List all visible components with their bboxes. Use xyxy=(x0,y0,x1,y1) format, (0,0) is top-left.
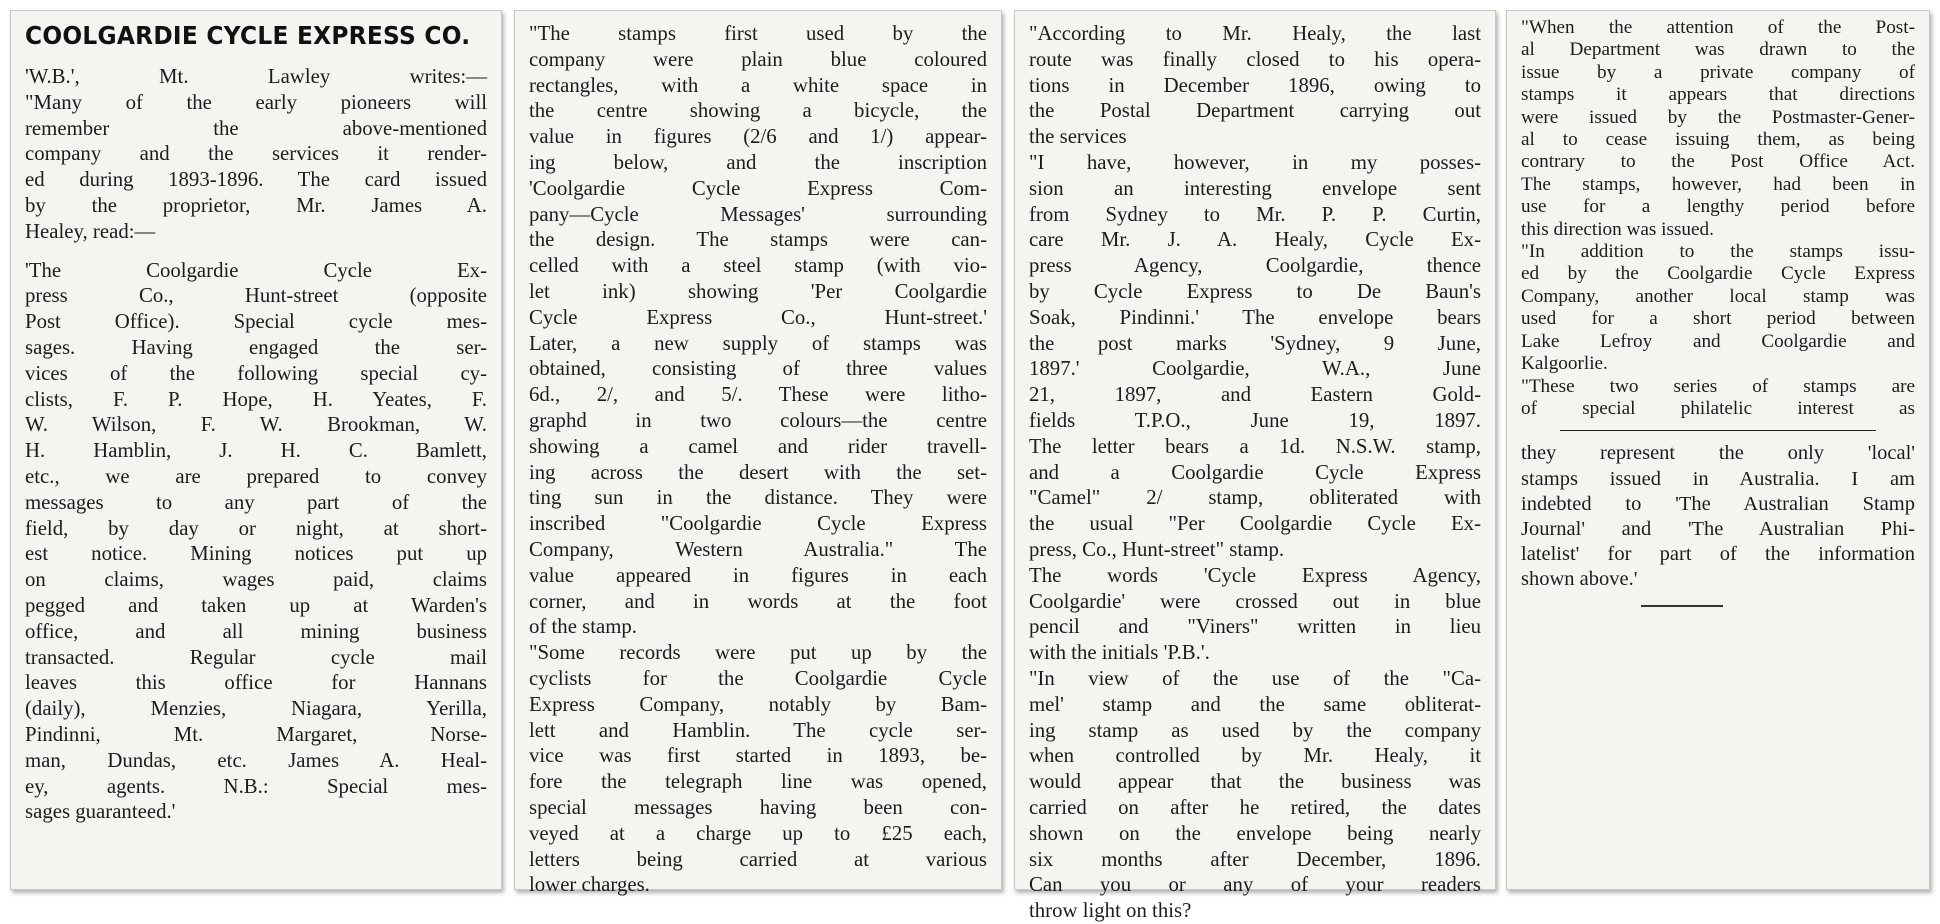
article-end-rule xyxy=(1641,605,1723,607)
text-line: the usual "Per Coolgardie Cycle Ex- xyxy=(1029,512,1481,536)
text-line: were issued by the Postmaster-Gener- xyxy=(1521,106,1915,128)
article-headline: COOLGARDIE CYCLE EXPRESS CO. xyxy=(25,21,471,50)
text-line: of the stamp. xyxy=(529,615,638,639)
text-line: fore the telegraph line was opened, xyxy=(529,770,987,794)
text-line: on claims, wages paid, claims xyxy=(25,568,487,592)
text-line: used for a short period between xyxy=(1521,308,1915,330)
text-line: "According to Mr. Healy, the last xyxy=(1029,22,1481,45)
column-4 xyxy=(1506,10,1930,890)
text-line: by the proprietor, Mr. James A. xyxy=(25,193,487,217)
text-line: vices of the following special cy- xyxy=(25,361,487,385)
text-line: would appear that the business was xyxy=(1029,770,1481,794)
text-line: "These two series of stamps are xyxy=(1521,375,1915,397)
text-line: and a Coolgardie Cycle Express xyxy=(1029,460,1481,484)
text-line: "Camel" 2/ stamp, obliterated with xyxy=(1029,486,1481,510)
text-line: H. Hamblin, J. H. C. Bamlett, xyxy=(25,439,487,463)
text-line: the design. The stamps were can- xyxy=(529,228,987,252)
text-line: Healey, read:— xyxy=(25,219,156,243)
column-1 xyxy=(10,10,502,890)
text-line: clists, F. P. Hope, H. Yeates, F. xyxy=(25,387,487,411)
text-line: company and the services it render- xyxy=(25,142,487,166)
text-line: with the initials 'P.B.'. xyxy=(1029,641,1210,665)
text-line: rectangles, with a white space in xyxy=(529,73,987,97)
text-line: Journal' and 'The Australian Phi- xyxy=(1521,517,1915,540)
column-3 xyxy=(1014,10,1496,923)
text-line: carried on after he retired, the dates xyxy=(1029,795,1481,819)
text-line: cyclists for the Coolgardie Cycle xyxy=(529,666,987,690)
text-line: lower charges. xyxy=(529,873,650,897)
text-line: ed during 1893-1896. The card issued xyxy=(25,168,487,192)
text-line: ing across the desert with the set- xyxy=(529,460,987,484)
text-line: 1897.' Coolgardie, W.A., June xyxy=(1029,357,1481,381)
text-line: 'The Coolgardie Cycle Ex- xyxy=(25,258,487,282)
text-line: Lake Lefroy and Coolgardie and xyxy=(1521,330,1915,352)
text-line: Company, another local stamp was xyxy=(1521,285,1915,307)
text-line: of special philatelic interest as xyxy=(1521,397,1915,419)
text-line: "Some records were put up by the xyxy=(529,641,987,665)
text-line: Cycle Express Co., Hunt-street.' xyxy=(529,305,987,329)
text-line: etc., we are prepared to convey xyxy=(25,464,487,488)
text-line: inscribed "Coolgardie Cycle Express xyxy=(529,512,987,536)
text-line: by Cycle Express to De Baun's xyxy=(1029,279,1481,303)
text-line: vice was first started in 1893, be- xyxy=(529,744,987,768)
text-line: shown above.' xyxy=(1521,568,1638,591)
text-line: al to cease issuing them, as being xyxy=(1521,129,1915,151)
text-line: Coolgardie' were crossed out in blue xyxy=(1029,589,1481,613)
text-line: corner, and in words at the foot xyxy=(529,589,987,613)
text-line: the post marks 'Sydney, 9 June, xyxy=(1029,331,1481,355)
text-line: ing stamp as used by the company xyxy=(1029,718,1481,742)
text-line: throw light on this? xyxy=(1029,899,1192,923)
text-line: mel' stamp and the same obliterat- xyxy=(1029,692,1481,716)
text-line: sion an interesting envelope sent xyxy=(1029,176,1481,200)
text-line: celled with a steel stamp (with vio- xyxy=(529,254,987,278)
text-line: let ink) showing 'Per Coolgardie xyxy=(529,279,987,303)
text-line: letters being carried at various xyxy=(529,847,987,871)
text-line: pegged and taken up at Warden's xyxy=(25,593,487,617)
text-line: the centre showing a bicycle, the xyxy=(529,99,987,123)
text-line: 'W.B.', Mt. Lawley writes:— xyxy=(25,65,487,88)
text-line: Kalgoorlie. xyxy=(1521,353,1608,375)
text-line: graphd in two colours—the centre xyxy=(529,408,987,432)
text-line: pany—Cycle Messages' surrounding xyxy=(529,202,987,226)
text-line: W. Wilson, F. W. Brookman, W. xyxy=(25,413,487,437)
text-line: sages guaranteed.' xyxy=(25,800,176,824)
text-line: Later, a new supply of stamps was xyxy=(529,331,987,355)
text-line: press Agency, Coolgardie, thence xyxy=(1029,254,1481,278)
text-line: The letter bears a 1d. N.S.W. stamp, xyxy=(1029,434,1481,458)
continued-text xyxy=(1521,441,1915,592)
text-line: latelist' for part of the information xyxy=(1521,543,1915,566)
text-line: "I have, however, in my posses- xyxy=(1029,150,1481,174)
text-line: stamps it appears that directions xyxy=(1521,84,1915,106)
text-line: leaves this office for Hannans xyxy=(25,671,487,695)
paragraph-gap xyxy=(25,245,487,258)
text-line: pencil and "Viners" written in lieu xyxy=(1029,615,1481,639)
text-line: route was finally closed to his opera- xyxy=(1029,47,1481,71)
text-line: indebted to 'The Australian Stamp xyxy=(1521,492,1915,515)
text-line: The stamps, however, had been in xyxy=(1521,173,1915,195)
text-line: ey, agents. N.B.: Special mes- xyxy=(25,774,487,798)
text-line: remember the above-mentioned xyxy=(25,116,487,140)
text-line: company were plain blue coloured xyxy=(529,47,987,71)
text-line: value appeared in figures in each xyxy=(529,563,987,587)
text-line: special messages having been con- xyxy=(529,795,987,819)
text-line: shown on the envelope being nearly xyxy=(1029,821,1481,845)
text-line: from Sydney to Mr. P. P. Curtin, xyxy=(1029,202,1481,226)
text-line: tions in December 1896, owing to xyxy=(1029,73,1481,97)
text-line: press, Co., Hunt-street" stamp. xyxy=(1029,537,1285,561)
column-divider-rule xyxy=(1560,430,1875,431)
text-line: care Mr. J. A. Healy, Cycle Ex- xyxy=(1029,228,1481,252)
text-line: ing below, and the inscription xyxy=(529,150,987,174)
text-line: 6d., 2/, and 5/. These were litho- xyxy=(529,383,987,407)
text-line: "When the attention of the Post- xyxy=(1521,17,1915,38)
text-line: "In addition to the stamps issu- xyxy=(1521,241,1915,263)
text-line: 'Coolgardie Cycle Express Com- xyxy=(529,176,987,200)
text-line: Post Office). Special cycle mes- xyxy=(25,310,487,334)
text-line: use for a lengthy period before xyxy=(1521,196,1915,218)
text-line: Express Company, notably by Bam- xyxy=(529,692,987,716)
text-line: the Postal Department carrying out xyxy=(1029,99,1481,123)
text-line: Pindinni, Mt. Margaret, Norse- xyxy=(25,722,487,746)
text-line: when controlled by Mr. Healy, it xyxy=(1029,744,1481,768)
text-line: 21, 1897, and Eastern Gold- xyxy=(1029,383,1481,407)
text-line: this direction was issued. xyxy=(1521,218,1714,240)
text-line: six months after December, 1896. xyxy=(1029,847,1481,871)
text-line: issue by a private company of xyxy=(1521,61,1915,83)
text-line: obtained, consisting of three values xyxy=(529,357,987,381)
text-line: value in figures (2/6 and 1/) appear- xyxy=(529,125,987,149)
text-line: "In view of the use of the "Ca- xyxy=(1029,666,1481,690)
text-line: messages to any part of the xyxy=(25,490,487,514)
text-line: contrary to the Post Office Act. xyxy=(1521,151,1915,173)
text-line: office, and all mining business xyxy=(25,619,487,643)
text-line: lett and Hamblin. The cycle ser- xyxy=(529,718,987,742)
text-line: fields T.P.O., June 19, 1897. xyxy=(1029,408,1481,432)
column-1-text xyxy=(25,64,487,825)
text-line: veyed at a charge up to £25 each, xyxy=(529,821,987,845)
text-line: "Many of the early pioneers will xyxy=(25,90,487,114)
text-line: Company, Western Australia." The xyxy=(529,537,987,561)
text-line: Soak, Pindinni.' The envelope bears xyxy=(1029,305,1481,329)
text-line: ting sun in the distance. They were xyxy=(529,486,987,510)
text-line: transacted. Regular cycle mail xyxy=(25,645,487,669)
text-line: The words 'Cycle Express Agency, xyxy=(1029,563,1481,587)
text-line: ed by the Coolgardie Cycle Express xyxy=(1521,263,1915,285)
column-2 xyxy=(514,10,1002,897)
text-line: field, by day or night, at short- xyxy=(25,516,487,540)
text-line: the services xyxy=(1029,125,1127,149)
text-line: al Department was drawn to the xyxy=(1521,39,1915,61)
text-line: they represent the only 'local' xyxy=(1521,442,1915,465)
text-line: sages. Having engaged the ser- xyxy=(25,335,487,359)
text-line: est notice. Mining notices put up xyxy=(25,542,487,566)
text-line: (daily), Menzies, Niagara, Yerilla, xyxy=(25,697,487,721)
text-line: Can you or any of your readers xyxy=(1029,873,1481,897)
text-line: man, Dundas, etc. James A. Heal- xyxy=(25,748,487,772)
text-line: showing a camel and rider travell- xyxy=(529,434,987,458)
text-line: press Co., Hunt-street (opposite xyxy=(25,284,487,308)
text-line: "The stamps first used by the xyxy=(529,22,987,45)
text-line: stamps issued in Australia. I am xyxy=(1521,467,1915,490)
